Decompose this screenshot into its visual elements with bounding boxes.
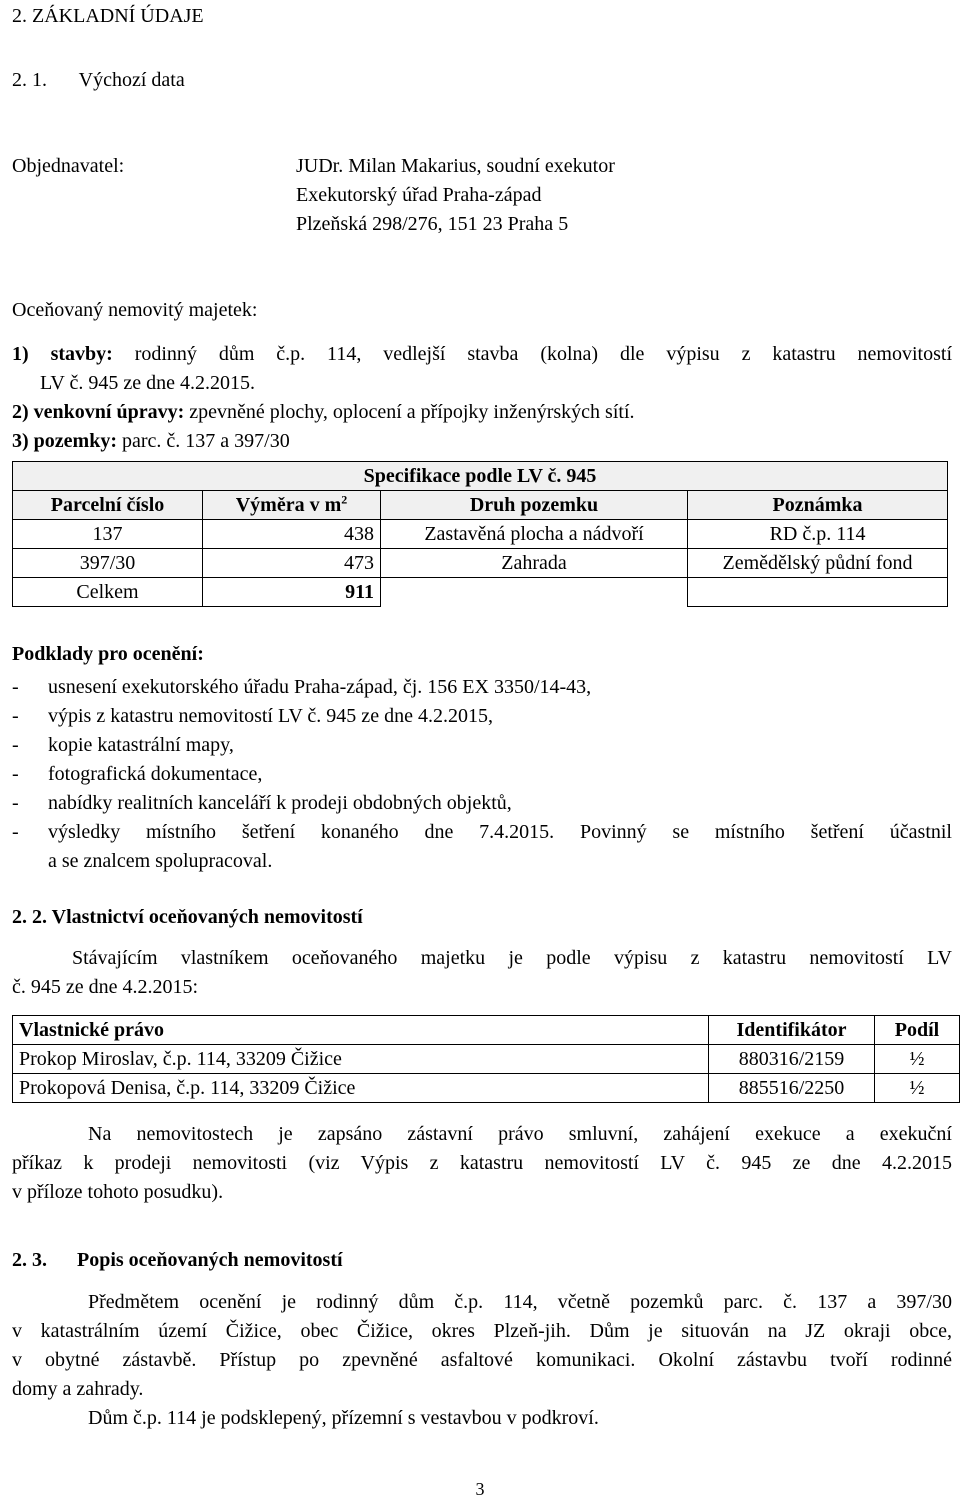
ownership-intro-line-1: Stávajícím vlastníkem oceňovaného majetku je podle výpisu z katastru nemovitostí LV xyxy=(72,947,952,969)
sources-heading: Podklady pro ocenění: xyxy=(12,643,204,665)
client-line-1: JUDr. Milan Makarius, soudní exekutor xyxy=(296,155,615,177)
property-item-2-text: zpevněné plochy, oplocení a přípojky inženýrských sítí. xyxy=(189,401,635,423)
property-heading: Oceňovaný nemovitý majetek: xyxy=(12,299,258,321)
table-row: Prokop Miroslav, č.p. 114, 33209 Čižice 880316/2159 ½ xyxy=(13,1045,960,1074)
property-item-1-label: 1) stavby: xyxy=(12,343,113,365)
spec-total-row: Celkem 911 xyxy=(13,578,948,607)
table-row: 137 438 Zastavěná plocha a nádvoří RD č.p. 114 xyxy=(13,520,948,549)
owners-header-row: Vlastnické právo Identifikátor Podíl xyxy=(13,1016,960,1045)
desc-line-1: Předmětem ocenění je rodinný dům č.p. 114, včetně pozemků parc. č. 137 a 397/30 xyxy=(88,1291,952,1313)
subsection-number: 2. 1. xyxy=(12,69,47,91)
table-row: Prokopová Denisa, č.p. 114, 33209 Čižice 885516/2250 ½ xyxy=(13,1074,960,1103)
subsection-heading-2: 2. 2. Vlastnictví oceňovaných nemovitostí xyxy=(12,906,363,928)
property-item-3 xyxy=(12,427,290,456)
ownership-intro-line-2: č. 945 ze dne 4.2.2015: xyxy=(12,976,199,998)
property-item-2 xyxy=(12,398,635,427)
lien-line-3: v příloze tohoto posudku). xyxy=(12,1181,224,1203)
lien-line-2: příkaz k prodeji nemovitosti (viz Výpis z katastru nemovitostí LV č. 945 ze dne 4.2.2015 xyxy=(12,1152,952,1174)
client-line-2: Exekutorský úřad Praha-západ xyxy=(296,184,542,206)
list-item: - fotografická dokumentace, xyxy=(12,763,263,785)
desc-line-3: v obytné zástavbě. Přístup po zpevněné asfaltové komunikaci. Okolní zástavbu tvoří rodinné xyxy=(12,1349,952,1371)
list-item-cont: a se znalcem spolupracoval. xyxy=(48,850,273,872)
owners-table xyxy=(12,1015,960,1103)
property-item-1 xyxy=(12,340,952,369)
lien-line-1: Na nemovitostech je zapsáno zástavní právo smluvní, zahájení exekuce a exekuční xyxy=(88,1123,952,1145)
section-title: ZÁKLADNÍ ÚDAJE xyxy=(32,5,204,27)
section-number: 2. xyxy=(12,5,27,27)
subsection-heading-3: 2. 3. Popis oceňovaných nemovitostí xyxy=(12,1249,343,1271)
table-row: 397/30 473 Zahrada Zemědělský půdní fond xyxy=(13,549,948,578)
desc-line-5: Dům č.p. 114 je podsklepený, přízemní s vestavbou v podkroví. xyxy=(88,1407,599,1429)
property-item-1-text: rodinný dům č.p. 114, vedlejší stavba (kolna) dle výpisu z katastru nemovitostí xyxy=(134,343,952,365)
spec-header-type: Druh pozemku xyxy=(381,491,688,520)
property-item-1-cont: LV č. 945 ze dne 4.2.2015. xyxy=(40,372,255,394)
spec-header-parcel: Parcelní číslo xyxy=(13,491,203,520)
property-item-3-label: 3) pozemky: xyxy=(12,430,117,452)
list-item: - výpis z katastru nemovitostí LV č. 945 ze dne 4.2.2015, xyxy=(12,705,493,727)
subsection-heading-1 xyxy=(12,66,185,95)
list-item: - výsledky místního šetření konaného dne 7.4.2015. Povinný se místního šetření účastnil xyxy=(12,821,952,843)
list-item: - kopie katastrální mapy, xyxy=(12,734,234,756)
spec-header-area: Výměra v $m^2$ xyxy=(203,491,381,520)
desc-line-4: domy a zahrady. xyxy=(12,1378,144,1400)
list-item: - usnesení exekutorského úřadu Praha-západ, čj. 156 EX 3350/14-43, xyxy=(12,676,592,698)
client-line-3: Plzeňská 298/276, 151 23 Praha 5 xyxy=(296,213,569,235)
property-item-3-text: parc. č. 137 a 397/30 xyxy=(121,430,290,452)
section-heading xyxy=(12,2,204,31)
subsection-title: Výchozí data xyxy=(78,69,185,91)
spec-title-row xyxy=(13,462,948,491)
spec-header-row xyxy=(13,491,948,520)
specification-table xyxy=(12,461,948,607)
page-number: 3 xyxy=(475,1479,485,1499)
list-item: - nabídky realitních kanceláří k prodeji obdobných objektů, xyxy=(12,792,512,814)
spec-title: Specifikace podle LV č. 945 xyxy=(13,462,948,491)
spec-header-note: Poznámka xyxy=(688,491,948,520)
client-label: Objednavatel: xyxy=(12,155,125,177)
desc-line-2: v katastrálním území Čižice, obec Čižice, okres Plzeň-jih. Dům je situován na JZ okraji obce, xyxy=(12,1320,952,1342)
property-item-2-label: 2) venkovní úpravy: xyxy=(12,401,185,423)
